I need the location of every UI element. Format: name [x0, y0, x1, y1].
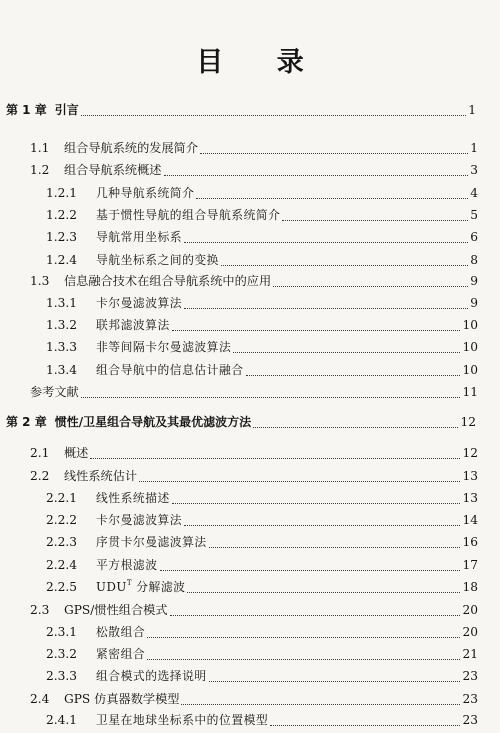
leader-dots [181, 695, 460, 705]
toc-entry-number: 1.2.3 [46, 230, 78, 244]
toc-entry-page: 1 [470, 141, 478, 155]
toc-entry-number: 1.3.4 [46, 363, 78, 377]
toc-entry-title: 组合导航系统的发展简介 [64, 141, 199, 155]
toc-entry-page: 9 [470, 296, 478, 310]
toc-entry-number: 1.2.4 [46, 253, 78, 267]
leader-dots [139, 472, 460, 482]
toc-entry-page: 20 [462, 603, 478, 617]
toc-entry-title: 卫星在地球坐标系中的位置模型 [96, 713, 269, 727]
toc-entry-number: 1.2.2 [46, 208, 78, 222]
toc-entry[interactable] [0, 601, 500, 623]
toc-entry-page: 16 [462, 535, 478, 549]
leader-dots [170, 606, 461, 616]
leader-dots [233, 343, 460, 353]
leader-dots [81, 388, 461, 398]
toc-entry[interactable] [0, 383, 500, 405]
toc-entry[interactable] [0, 251, 500, 273]
toc-entry-title: 联邦滤波算法 [96, 318, 170, 332]
toc-entry-title: 平方根滤波 [96, 558, 158, 572]
toc-entry-page: 10 [462, 318, 478, 332]
toc-entry-title: 卡尔曼滤波算法 [96, 296, 183, 310]
leader-dots [184, 299, 468, 309]
leader-dots [221, 256, 468, 266]
toc-entry-title: 非等间隔卡尔曼滤波算法 [96, 340, 232, 354]
toc-entry[interactable] [0, 667, 500, 689]
toc-entry[interactable] [0, 206, 500, 228]
leader-dots [164, 166, 469, 176]
toc-entry-number: 2.2.3 [46, 535, 78, 549]
toc-entry-page: 20 [462, 625, 478, 639]
toc-entry-page: 23 [462, 692, 478, 706]
toc-entry-page: 12 [462, 446, 478, 460]
toc-entry-number: 第 1 章 [6, 103, 47, 117]
toc-entry-title: GPS/惯性组合模式 [64, 603, 168, 617]
toc-entry-number: 第 2 章 [6, 415, 47, 429]
toc-entry-number: 2.2.1 [46, 491, 78, 505]
toc-entry[interactable] [0, 467, 500, 489]
toc-entry-number: 2.4.1 [46, 713, 78, 727]
toc-entry-number: 2.4 [30, 692, 50, 706]
toc-entry-number: 2.3.2 [46, 647, 78, 661]
toc-entry-number: 1.3.1 [46, 296, 78, 310]
toc-entry-page: 5 [470, 208, 478, 222]
leader-dots [246, 366, 461, 376]
leader-dots [196, 189, 468, 199]
toc-entry-number: 1.3.2 [46, 318, 78, 332]
leader-dots [147, 650, 460, 660]
leader-dots [209, 538, 461, 548]
toc-entry-title: 几种导航系统简介 [96, 186, 195, 200]
toc-entry[interactable] [0, 511, 500, 533]
toc-entry[interactable] [0, 556, 500, 578]
toc-entry-number: 1.1 [30, 141, 50, 155]
toc-entry[interactable] [0, 623, 500, 645]
toc-entry-page: 8 [470, 253, 478, 267]
toc-entry-page: 23 [462, 713, 478, 727]
toc-entry-page: 4 [470, 186, 478, 200]
toc-entry-title: 组合模式的选择说明 [96, 669, 207, 683]
toc-entry-title: 线性系统估计 [64, 469, 138, 483]
toc-entry-number: 2.3.3 [46, 669, 78, 683]
toc-entry[interactable] [0, 294, 500, 316]
toc-entry[interactable] [0, 338, 500, 360]
toc-entry-page: 13 [462, 491, 478, 505]
toc-entry-title: GPS 仿真器数学模型 [64, 692, 180, 706]
toc-entry-title: 信息融合技术在组合导航系统中的应用 [64, 274, 272, 288]
toc-entry[interactable] [0, 161, 500, 183]
leader-dots [81, 106, 467, 116]
leader-dots [187, 583, 460, 593]
toc-entry[interactable] [0, 690, 500, 712]
toc-entry[interactable] [0, 413, 500, 435]
toc-entry[interactable] [0, 645, 500, 667]
toc-entry-number: 2.3 [30, 603, 50, 617]
toc-entry-page: 10 [462, 340, 478, 354]
toc-entry[interactable] [0, 533, 500, 555]
toc-entry[interactable] [0, 184, 500, 206]
toc-entry-title: 概述 [64, 446, 89, 460]
leader-dots [253, 418, 458, 428]
toc-entry-number: 1.2.1 [46, 186, 78, 200]
toc-entry[interactable] [0, 139, 500, 161]
toc-entry[interactable] [0, 316, 500, 338]
toc-entry-title: 组合导航系统概述 [64, 163, 162, 177]
toc-entry-page: 11 [462, 385, 478, 399]
toc-entry-title: 组合导航中的信息估计融合 [96, 363, 244, 377]
toc-entry-number: 1.2 [30, 163, 50, 177]
leader-dots [172, 321, 461, 331]
toc-entry-title: 导航坐标系之间的变换 [96, 253, 219, 267]
toc-entry-number: 2.3.1 [46, 625, 78, 639]
toc-entry-title: 参考文献 [30, 385, 79, 399]
toc-entry[interactable] [0, 444, 500, 466]
page-title: 目 录 [196, 47, 326, 78]
toc-entry-title: 惯性/卫星组合导航及其最优滤波方法 [54, 415, 252, 429]
toc-entry-page: 3 [470, 163, 478, 177]
toc-entry-number: 1.3.3 [46, 340, 78, 354]
leader-dots [200, 144, 468, 154]
leader-dots [160, 561, 461, 571]
toc-entry-page: 1 [468, 103, 476, 117]
toc-entry-title: 引言 [54, 103, 79, 117]
toc-entry-title: 导航常用坐标系 [96, 230, 183, 244]
toc-entry-number: 2.2 [30, 469, 50, 483]
toc-entry-number: 2.2.2 [46, 513, 78, 527]
leader-dots [147, 628, 460, 638]
toc-entry-title: 基于惯性导航的组合导航系统简介 [96, 208, 281, 222]
toc-entry-number: 1.3 [30, 274, 50, 288]
toc-entry[interactable] [0, 272, 500, 294]
toc-entry-title: $UDU^T$ 分解滤波 [96, 579, 186, 594]
leader-dots [209, 672, 461, 682]
toc-entry-title: 序贯卡尔曼滤波算法 [96, 535, 207, 549]
toc-entry-page: 6 [470, 230, 478, 244]
toc-entry-title: 松散组合 [96, 625, 146, 639]
toc-entry[interactable] [0, 361, 500, 383]
toc-entry[interactable] [0, 578, 500, 600]
toc-entry-page: 13 [462, 469, 478, 483]
toc-entry-page: 23 [462, 669, 478, 683]
leader-dots [172, 494, 461, 504]
toc-entry-number: 2.2.4 [46, 558, 78, 572]
leader-dots [184, 233, 468, 243]
toc-entry-page: 21 [462, 647, 478, 661]
toc-entry[interactable] [0, 489, 500, 511]
toc-entry-title: 线性系统描述 [96, 491, 170, 505]
toc-entry-number: 2.1 [30, 446, 50, 460]
toc-entry-title: 紧密组合 [96, 647, 146, 661]
toc-entry-number: 2.2.5 [46, 580, 78, 594]
toc-entry[interactable] [0, 711, 500, 733]
toc-entry-page: 10 [462, 363, 478, 377]
leader-dots [184, 516, 460, 526]
leader-dots [282, 211, 468, 221]
toc-entry-page: 9 [470, 274, 478, 288]
toc-entry[interactable] [0, 228, 500, 250]
toc-entry[interactable] [0, 101, 500, 123]
toc-entry-page: 14 [462, 513, 478, 527]
toc-entry-title: 卡尔曼滤波算法 [96, 513, 183, 527]
toc-entry-page: 12 [460, 415, 476, 429]
leader-dots [270, 716, 460, 726]
toc-entry-page: 18 [462, 580, 478, 594]
toc-entry-page: 17 [462, 558, 478, 572]
leader-dots [90, 449, 460, 459]
leader-dots [273, 277, 468, 287]
